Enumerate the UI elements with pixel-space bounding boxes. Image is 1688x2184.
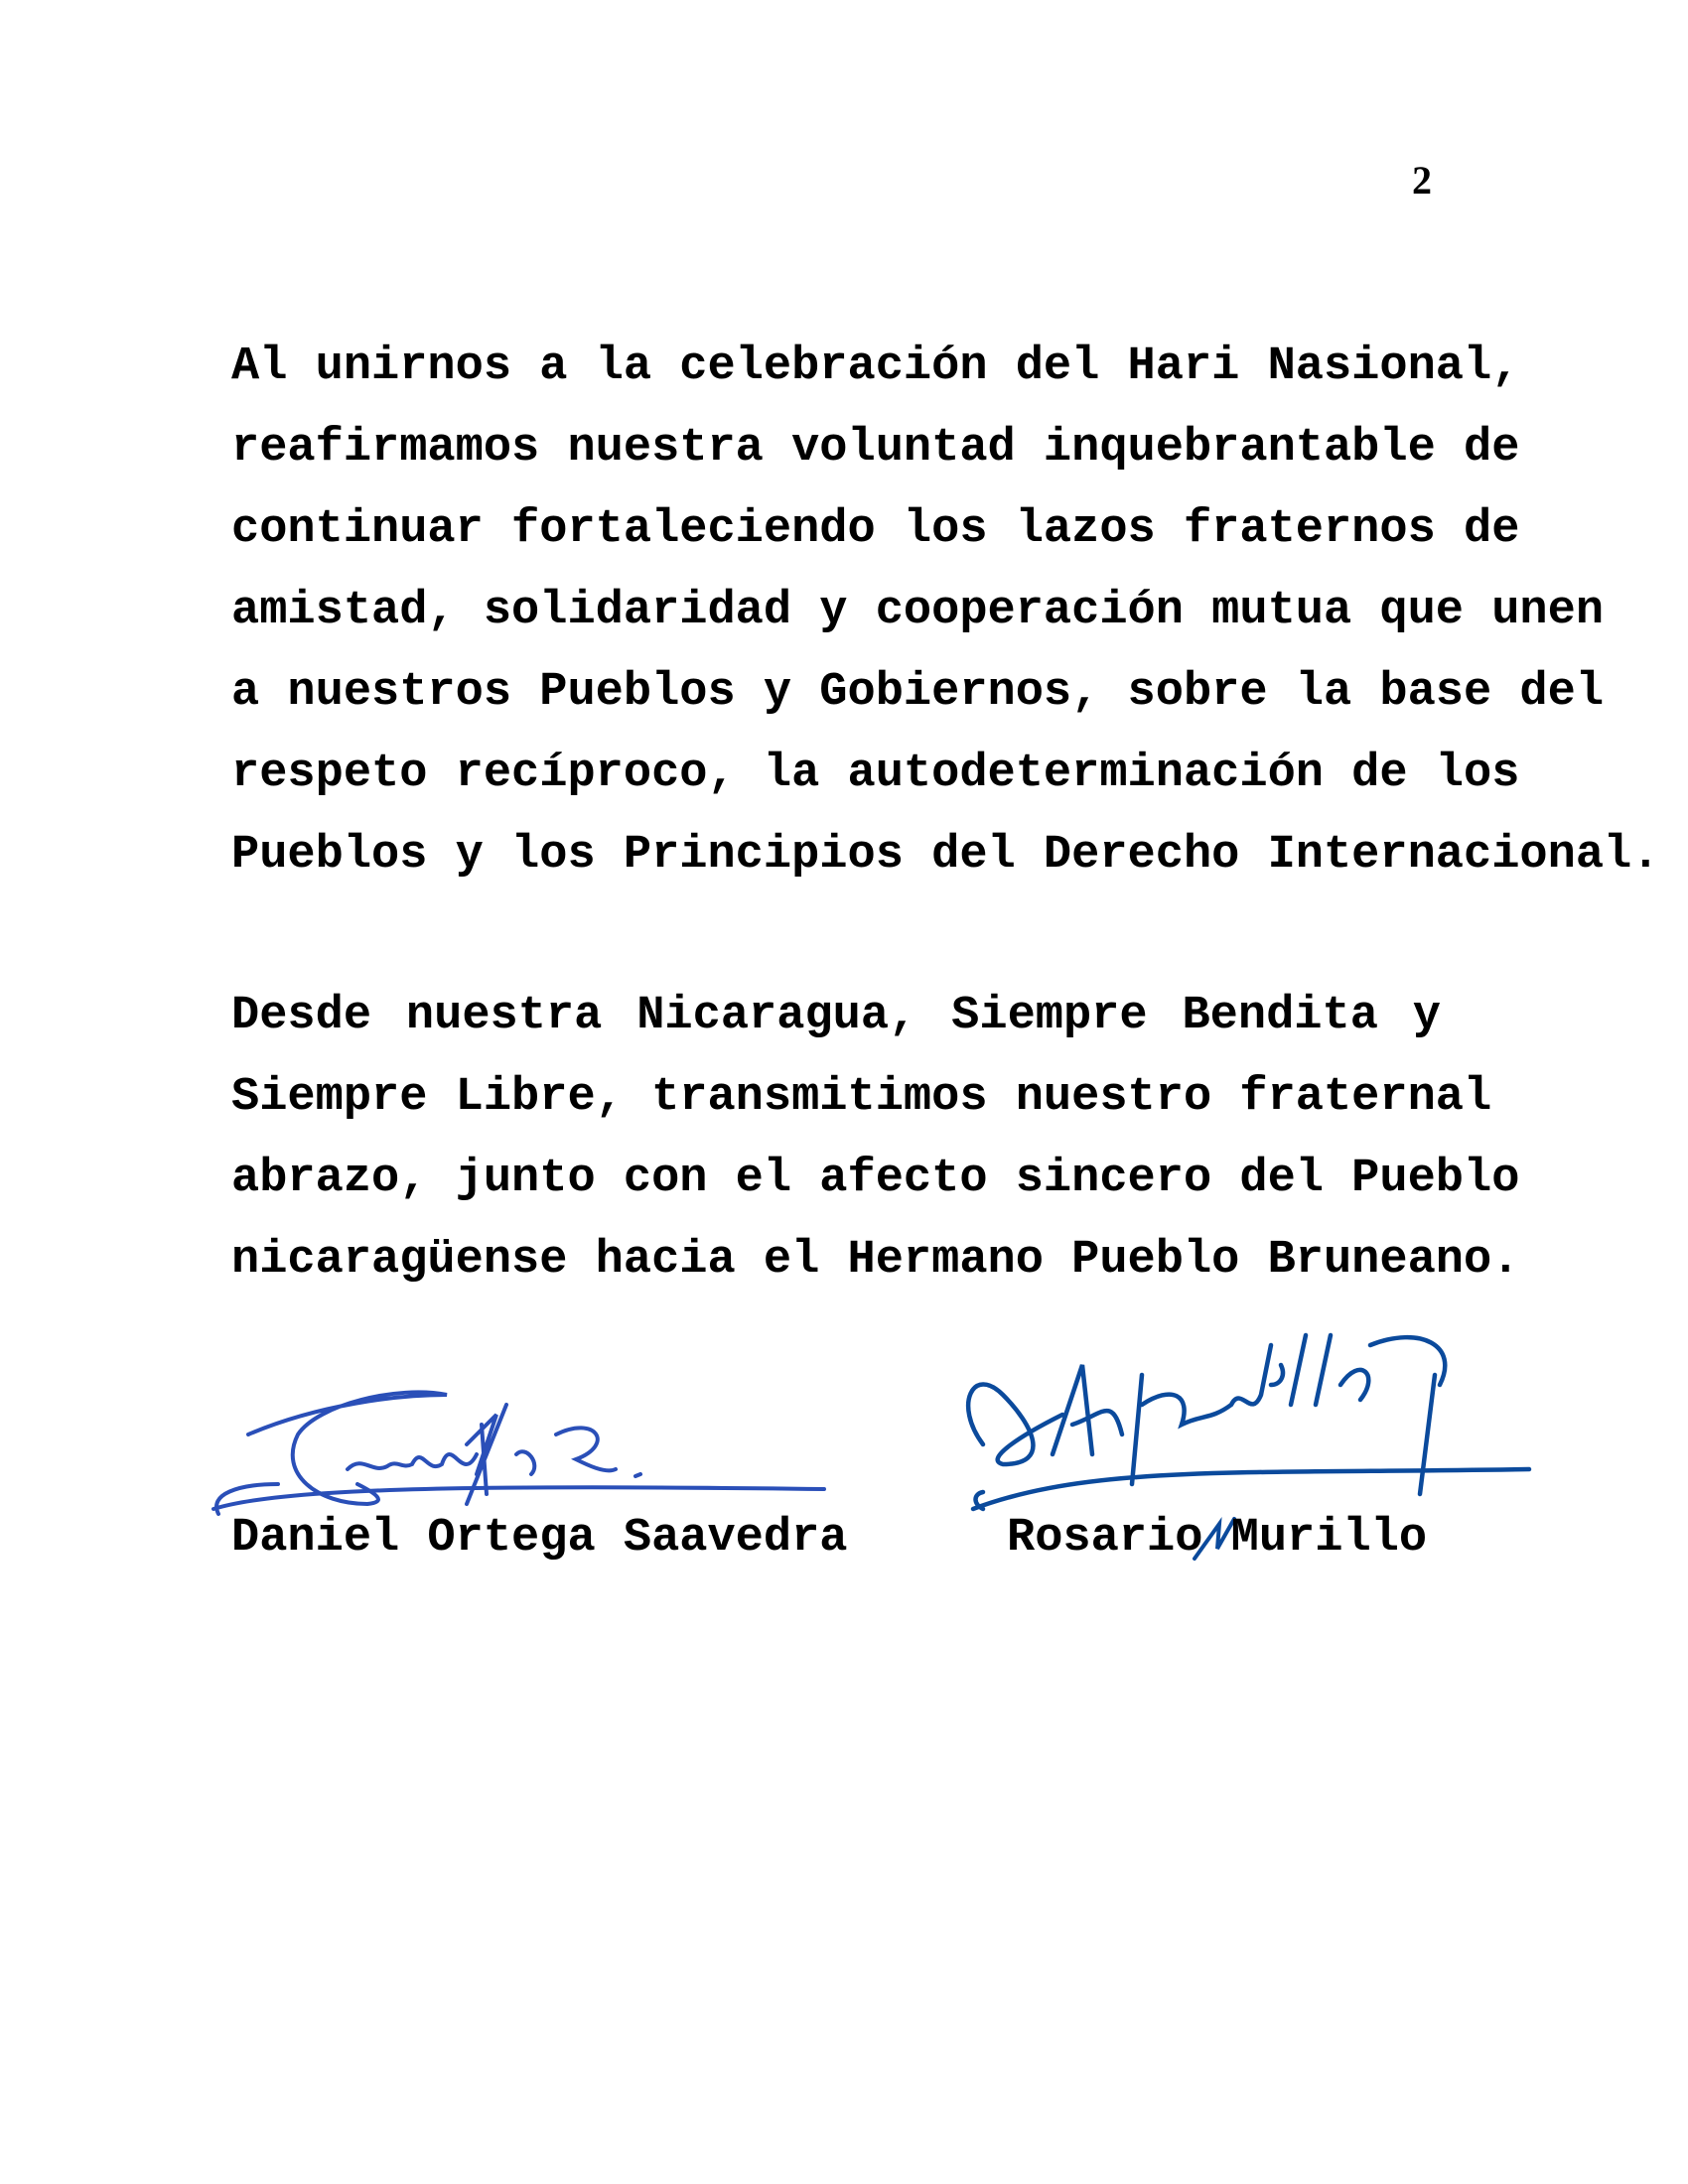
signatory-name-rosario-murillo: Rosario Murillo [1007, 1512, 1428, 1565]
signature-rosario-murillo [943, 1325, 1539, 1524]
paragraph-1 [231, 341, 1660, 910]
text-line: Pueblos y los Principios del Derecho Internacional. [231, 829, 1660, 882]
paragraph-2 [231, 990, 1520, 1315]
text-line: amistad, solidaridad y cooperación mutua que unen [231, 585, 1605, 637]
text-line: respeto recíproco, la autodeterminación de los [231, 748, 1520, 800]
signatory-name-daniel-ortega: Daniel Ortega Saavedra [231, 1512, 848, 1565]
text-line: continuar fortaleciendo los lazos fraternos de [231, 503, 1520, 556]
text-line: abrazo, junto con el afecto sincero del Pueblo [231, 1153, 1520, 1205]
signature-daniel-ortega [199, 1375, 854, 1524]
text-line: reafirmamos nuestra voluntad inquebrantable de [231, 422, 1520, 475]
page-number: 2 [1412, 158, 1432, 203]
text-line: nicaragüense hacia el Hermano Pueblo Bruneano. [231, 1234, 1520, 1287]
text-line: Al unirnos a la celebración del Hari Nasional, [231, 341, 1520, 393]
text-line: Siempre Libre, transmitimos nuestro fraternal [231, 1071, 1492, 1124]
text-line: a nuestros Pueblos y Gobiernos, sobre la base del [231, 666, 1605, 719]
text-line: Desde nuestra Nicaragua, Siempre Bendita y [231, 990, 1441, 1042]
